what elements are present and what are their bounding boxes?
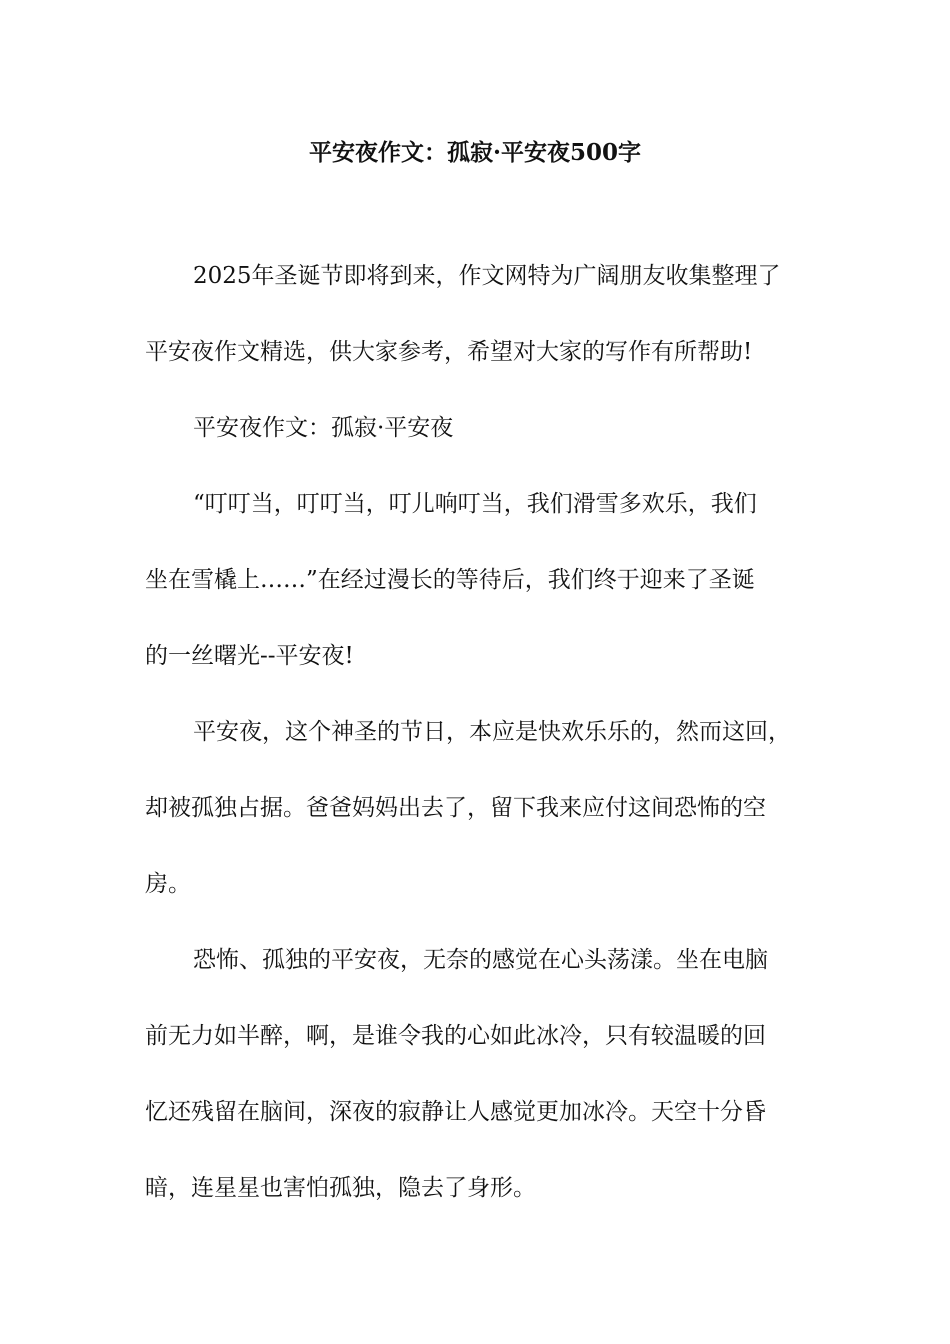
paragraph-line: 平安夜，这个神圣的节日，本应是快欢乐乐的，然而这回， bbox=[193, 719, 791, 745]
paragraph-line: 房。 bbox=[145, 871, 191, 897]
paragraph-line: 2025年圣诞节即将到来，作文网特为广阔朋友收集整理了 bbox=[193, 263, 781, 289]
paragraph-line: 前无力如半醉，啊，是谁令我的心如此冰冷，只有较温暖的回 bbox=[145, 1023, 766, 1049]
paragraph-line: 的一丝曙光--平安夜! bbox=[145, 643, 354, 669]
paragraph-line: 坐在雪橇上……”在经过漫长的等待后，我们终于迎来了圣诞 bbox=[145, 567, 755, 593]
paragraph-line: 忆还残留在脑间，深夜的寂静让人感觉更加冰冷。天空十分昏 bbox=[145, 1099, 766, 1125]
document-body bbox=[145, 258, 825, 1246]
document-title: 平安夜作文：孤寂·平安夜500字 bbox=[308, 139, 642, 166]
paragraph-line: 平安夜作文精选，供大家参考，希望对大家的写作有所帮助! bbox=[145, 339, 753, 365]
section-heading: 平安夜作文：孤寂·平安夜 bbox=[193, 415, 454, 441]
paragraph-line: “叮叮当，叮叮当，叮儿响叮当，我们滑雪多欢乐，我们 bbox=[193, 491, 757, 517]
paragraph-line: 恐怖、孤独的平安夜，无奈的感觉在心头荡漾。坐在电脑 bbox=[193, 947, 768, 973]
paragraph-line: 暗，连星星也害怕孤独，隐去了身形。 bbox=[145, 1175, 536, 1201]
paragraph-line: 却被孤独占据。爸爸妈妈出去了，留下我来应付这间恐怖的空 bbox=[145, 795, 766, 821]
